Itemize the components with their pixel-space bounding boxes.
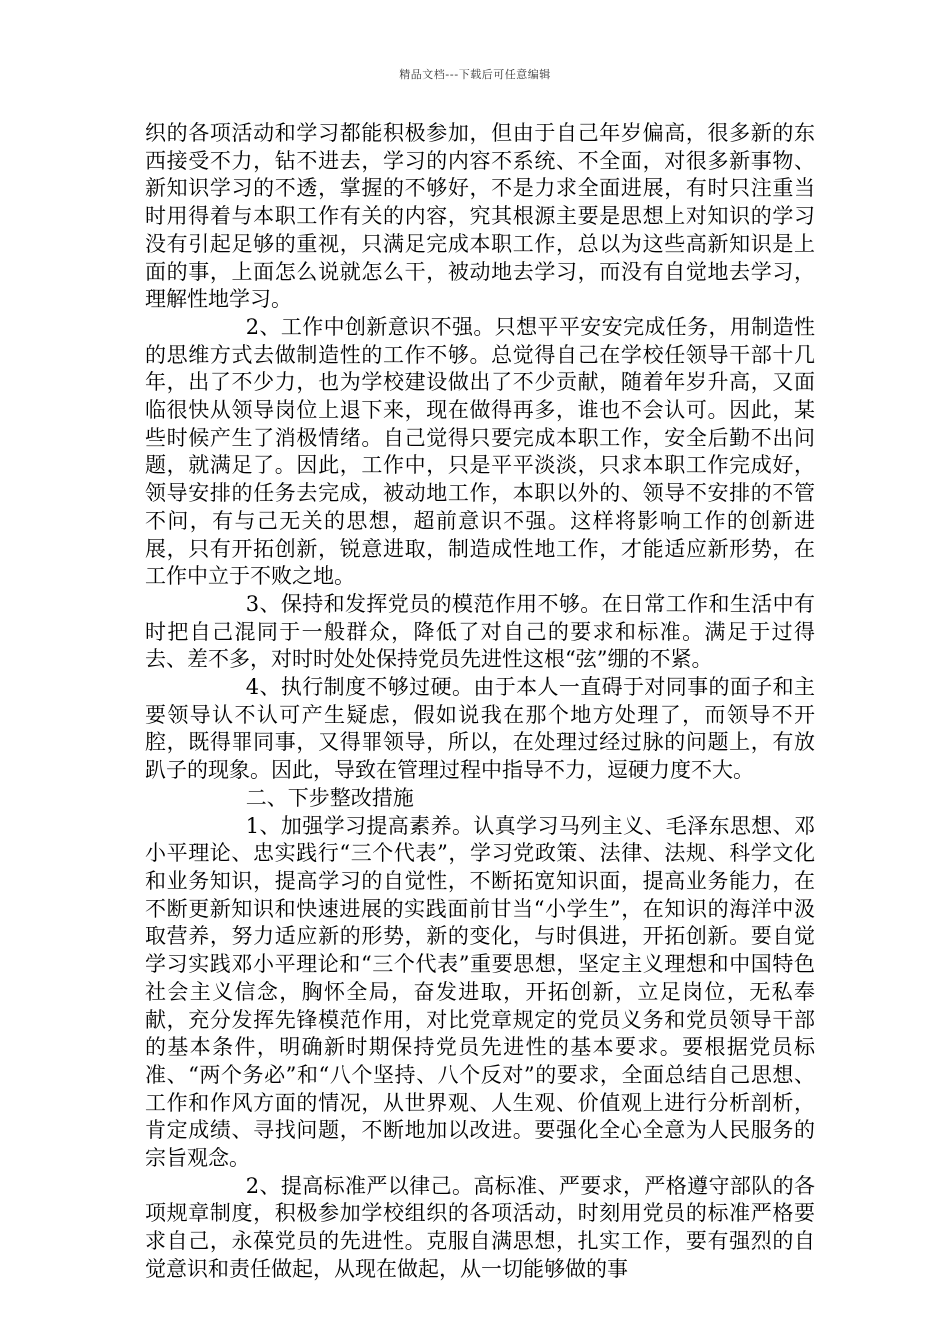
document-body	[145, 120, 815, 1284]
paragraph-measure-1: 1、加强学习提高素养。认真学习马列主义、毛泽东思想、邓小平理论、忠实践行“三个代表”，学习党政策、法律、法规、科学文化和业务知识，提高学习的自觉性，不断拓宽知识面，提高业务能力，在不断更新知识和快速进展的实践面前甘当“小学生”，在知识的海洋中汲取营养，努力适应新的形势，新的变化，与时俱进，开拓创新。要自觉学习实践邓小平理论和“三个代表”重要思想，坚定主义理想和中国特色社会主义信念，胸怀全局，奋发进取，开拓创新，立足岗位，无私奉献，充分发挥先锋模范作用，对比党章规定的党员义务和党员领导干部的基本条件，明确新时期保持党员先进性的基本要求。要根据党员标准、“两个务必”和“八个坚持、八个反对”的要求，全面总结自己思想、工作和作风方面的情况，从世界观、人生观、价值观上进行分析剖析，肯定成绩、寻找问题，不断地加以改进。要强化全心全意为人民服务的宗旨观念。	[145, 813, 815, 1171]
page-header: 精品文档---下载后可任意编辑	[399, 68, 551, 81]
paragraph-continuation: 织的各项活动和学习都能积极参加，但由于自己年岁偏高，很多新的东西接受不力，钻不进去，学习的内容不系统、不全面，对很多新事物、新知识学习的不透，掌握的不够好，不是力求全面进展，有时只注重当时用得着与本职工作有关的内容，究其根源主要是思想上对知识的学习没有引起足够的重视，只满足完成本职工作，总以为这些高新知识是上面的事，上面怎么说就怎么干，被动地去学习，而没有自觉地去学习，理解性地学习。	[145, 121, 815, 312]
paragraph-item-2: 2、工作中创新意识不强。只想平平安安完成任务，用制造性的思维方式去做制造性的工作不够。总觉得自己在学校任领导干部十几年，出了不少力，也为学校建设做出了不少贡献，随着年岁升高，又面临很快从领导岗位上退下来，现在做得再多，谁也不会认可。因此，某些时候产生了消极情绪。自己觉得只要完成本职工作，安全后勤不出问题，就满足了。因此，工作中，只是平平淡淡，只求本职工作完成好，领导安排的任务去完成，被动地工作，本职以外的、领导不安排的不管不问，有与己无关的思想，超前意识不强。这样将影响工作的创新进展，只有开拓创新，锐意进取，制造成性地工作，才能适应新形势，在工作中立于不败之地。	[145, 314, 815, 589]
section-heading: 二、下步整改措施	[245, 785, 414, 810]
paragraph-item-4: 4、执行制度不够过硬。由于本人一直碍于对同事的面子和主要领导认不认可产生疑虑，假如说我在那个地方处理了，而领导不开腔，既得罪同事，又得罪领导，所以，在处理过经过脉的问题上，有放趴子的现象。因此，导致在管理过程中指导不力，逗硬力度不大。	[145, 675, 815, 783]
paragraph-item-3: 3、保持和发挥党员的模范作用不够。在日常工作和生活中有时把自己混同于一般群众，降低了对自己的要求和标准。满足于过得去、差不多，对时时处处保持党员先进性这根“弦”绷的不紧。	[145, 591, 815, 672]
paragraph-measure-2: 2、提高标准严以律己。高标准、严要求，严格遵守部队的各项规章制度，积极参加学校组织的各项活动，时刻用党员的标准严格要求自己，永葆党员的先进性。克服自满思想，扎实工作，要有强烈的自觉意识和责任做起，从现在做起，从一切能够做的事	[145, 1173, 815, 1281]
